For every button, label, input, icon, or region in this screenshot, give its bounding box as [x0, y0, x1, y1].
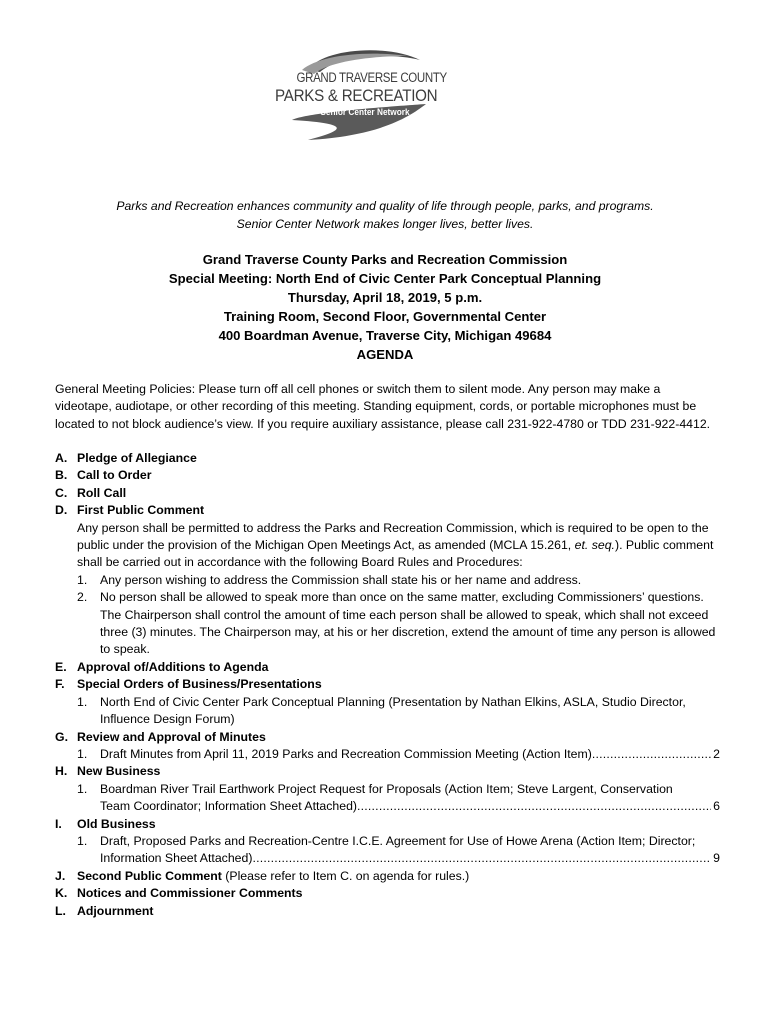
- agenda-letter: C.: [55, 485, 68, 500]
- page-number: 6: [713, 799, 720, 814]
- agenda-item-f: [55, 676, 720, 693]
- sub-item-number: 2.: [77, 590, 88, 605]
- sub-item-text: North End of Civic Center Park Conceptual Planning (Presentation by Nathan Elkins, ASLA, Studio Director, Influence Design Forum): [100, 694, 686, 727]
- agenda-title: Pledge of Allegiance: [77, 451, 197, 465]
- agenda-list: [55, 450, 720, 920]
- commission-title: Grand Traverse County Parks and Recreation Commission: [202, 252, 568, 267]
- agenda-letter: G.: [55, 729, 68, 744]
- mission-line-2: Senior Center Network makes longer lives, better lives.: [236, 217, 534, 231]
- agenda-note: (Please refer to Item C. on agenda for rules.): [221, 868, 470, 883]
- sub-item-number: 1.: [77, 833, 88, 848]
- dot-leader: [592, 746, 711, 763]
- agenda-title: Review and Approval of Minutes: [77, 729, 266, 744]
- agenda-item-e: [55, 659, 720, 676]
- sub-item-number: 1.: [77, 746, 88, 761]
- sub-item-text: Draft Minutes from April 11, 2019 Parks and Recreation Commission Meeting (Action Item): [100, 746, 592, 761]
- public-comment-rules: Any person shall be permitted to address the Parks and Recreation Commission, which is required to be open to the public under the provision of the Michigan Open Meetings Act, as amended (MCLA 15.261, et. seq.). Public comment shall be carried out in accordance with the following Board Rules and Procedures:: [77, 520, 714, 570]
- agenda-item-k: [55, 885, 720, 902]
- meeting-policies: General Meeting Policies: Please turn off all cell phones or switch them to silent mode. Any person may make a videotape, audiotape, or other recording of this meeting. Standing equipment, cords, or portable microphones must be located to not block audience’s view. If you require auxiliary assistance, please call 231-922-4780 or TDD 231-922-4412.: [55, 382, 711, 431]
- logo-county-text: GRAND TRAVERSE COUNTY: [296, 70, 447, 85]
- agenda-item-j: [55, 868, 720, 885]
- agenda-item-h: [55, 763, 720, 780]
- agenda-item-c: [55, 485, 720, 502]
- meeting-address: 400 Boardman Avenue, Traverse City, Michigan 49684: [218, 328, 552, 344]
- logo: [268, 44, 447, 144]
- sub-item-number: 1.: [77, 694, 88, 709]
- agenda-letter: K.: [55, 886, 68, 901]
- sub-item: [55, 833, 720, 868]
- sub-item-number: 1.: [77, 572, 88, 587]
- agenda-letter: E.: [55, 659, 67, 674]
- sub-item-number: 1.: [77, 781, 88, 796]
- sub-item: [55, 589, 720, 659]
- logo-parks-text: PARKS & RECREATION: [275, 87, 438, 105]
- sub-item-text: No person shall be allowed to speak more than once on the same matter, excluding Commissioners’ questions. The Chairperson shall control the amount of time each person shall be allowed to speak, which shall not exceed three (3) minutes. The Chairperson may, at his or her discretion, extend the amount of time any person is allowed to speak.: [100, 590, 716, 657]
- sub-item-text: Draft, Proposed Parks and Recreation-Centre I.C.E. Agreement for Use of Howe Arena (Action Item; Director;: [100, 833, 696, 848]
- agenda-title: Second Public Comment: [77, 868, 222, 883]
- sub-item: [55, 746, 720, 763]
- agenda-title: New Business: [77, 764, 161, 779]
- sub-item: [55, 781, 720, 816]
- sub-item: [55, 572, 720, 589]
- agenda-letter: L.: [55, 903, 66, 918]
- agenda-title: Call to Order: [77, 468, 152, 483]
- agenda-item-b: [55, 467, 720, 484]
- sub-item: [55, 694, 720, 729]
- agenda-title: Adjournment: [77, 903, 154, 918]
- meeting-header: [0, 250, 770, 365]
- sub-item-text: Boardman River Trail Earthwork Project Request for Proposals (Action Item; Steve Largent, Conservation: [100, 781, 673, 796]
- meeting-date: Thursday, April 18, 2019, 5 p.m.: [287, 290, 483, 306]
- sub-item-text: Information Sheet Attached): [100, 851, 253, 866]
- agenda-item-g: [55, 729, 720, 746]
- agenda-title: Roll Call: [77, 485, 127, 500]
- agenda-letter: D.: [55, 503, 68, 518]
- page-number: 2: [713, 746, 720, 761]
- meeting-subject: Special Meeting: North End of Civic Center Park Conceptual Planning: [168, 271, 602, 287]
- agenda-item-l: [55, 903, 720, 920]
- logo-network-text: Senior Center Network: [320, 107, 410, 117]
- agenda-letter: I.: [55, 816, 62, 831]
- agenda-item-i: [55, 816, 720, 833]
- agenda-item-a: [55, 450, 720, 467]
- page-number: 9: [713, 851, 720, 866]
- agenda-title: Special Orders of Business/Presentations: [77, 677, 322, 692]
- mission-line-1: Parks and Recreation enhances community and quality of life through people, parks, and programs.: [116, 199, 654, 213]
- agenda-letter: H.: [55, 764, 68, 779]
- agenda-heading: AGENDA: [356, 347, 414, 363]
- sub-item-text: Team Coordinator; Information Sheet Attached): [100, 799, 358, 814]
- meeting-room: Training Room, Second Floor, Governmental Center: [223, 309, 547, 325]
- sub-item-text: Any person wishing to address the Commission shall state his or her name and address.: [100, 572, 582, 587]
- agenda-letter: F.: [55, 677, 65, 692]
- dot-leader: [357, 798, 711, 815]
- agenda-title: First Public Comment: [77, 503, 205, 518]
- agenda-letter: A.: [55, 451, 68, 465]
- agenda-title: Approval of/Additions to Agenda: [77, 659, 269, 674]
- agenda-letter: J.: [55, 868, 66, 883]
- dot-leader: [252, 850, 711, 867]
- agenda-letter: B.: [55, 468, 68, 483]
- agenda-title: Old Business: [77, 816, 156, 831]
- agenda-title: Notices and Commissioner Comments: [77, 886, 303, 901]
- agenda-item-d: [55, 502, 720, 519]
